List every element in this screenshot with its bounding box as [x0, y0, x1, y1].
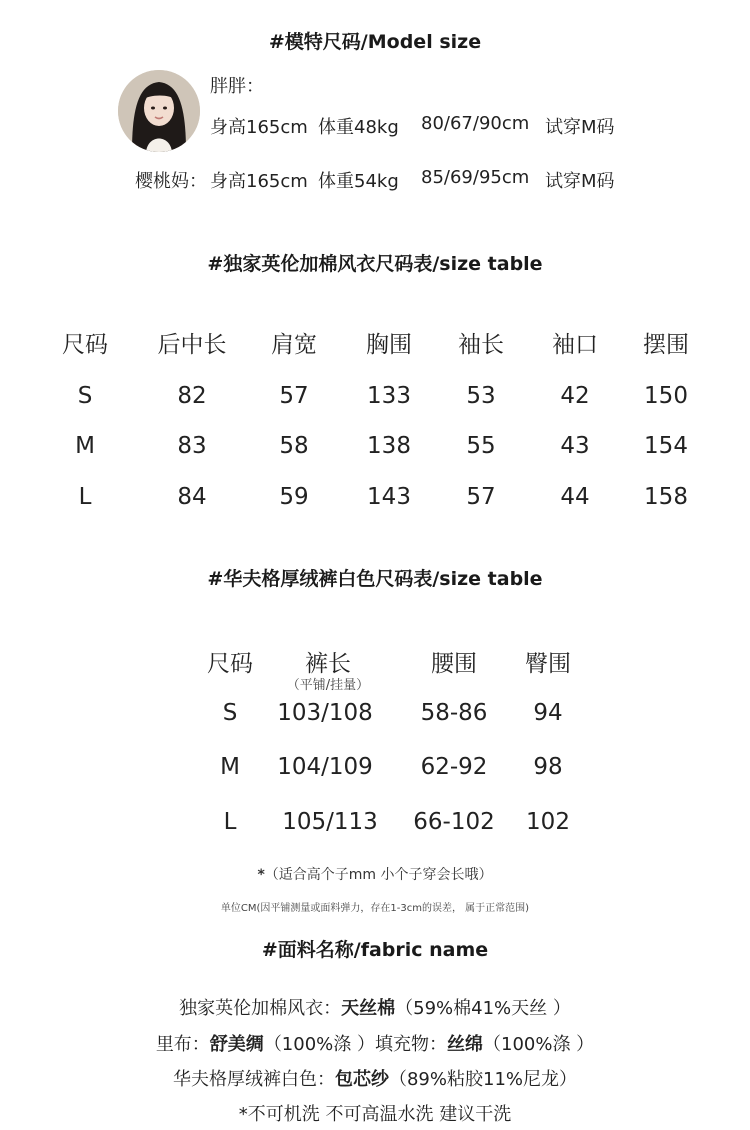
- coat-cell: S: [77, 383, 93, 409]
- pants-length-subheader: （平铺/挂量）: [286, 678, 370, 693]
- coat-cell: 44: [560, 484, 590, 510]
- pants-cell: S: [222, 700, 238, 726]
- coat-header-cell: 肩宽: [271, 332, 317, 358]
- pants-cell: 104/109: [277, 754, 373, 780]
- fabric-lining-material: 舒美绸: [209, 1034, 264, 1055]
- coat-cell: L: [78, 484, 92, 510]
- coat-header-cell: 后中长: [157, 332, 227, 358]
- model1-size: 试穿M码: [545, 117, 615, 138]
- fabric-coat-material: 天丝棉: [341, 998, 396, 1019]
- coat-cell: 154: [644, 433, 688, 459]
- fabric-line-coat: [0, 994, 750, 1020]
- model2-size: 试穿M码: [545, 171, 615, 192]
- fabric-pants-label: 华夫格厚绒裤白色：: [172, 1069, 335, 1090]
- coat-size-heading: #独家英伦加棉风衣尺码表/size table: [207, 253, 543, 275]
- model1-height: 身高165cm: [210, 117, 308, 138]
- coat-header-cell: 胸围: [366, 332, 412, 358]
- model-avatar: [118, 70, 200, 152]
- pants-cell: 94: [533, 700, 563, 726]
- pants-cell: 98: [533, 754, 563, 780]
- pants-cell: 58-86: [420, 700, 488, 726]
- pants-cell: 102: [526, 809, 570, 835]
- fabric-lining-label: 里布：: [155, 1034, 210, 1055]
- coat-cell: 43: [560, 433, 590, 459]
- coat-cell: 143: [367, 484, 411, 510]
- pants-cell: 62-92: [420, 754, 488, 780]
- pants-cell: 103/108: [277, 700, 373, 726]
- pants-header-cell: 腰围: [431, 651, 477, 677]
- fabric-filling-material: 丝绵: [447, 1034, 483, 1055]
- fabric-line-pants: [0, 1065, 750, 1091]
- pants-fit-note: [0, 864, 750, 884]
- pants-header-cell: 尺码: [207, 651, 253, 677]
- coat-cell: 158: [644, 484, 688, 510]
- care-instructions: *不可机洗 不可高温水洗 建议干洗: [238, 1104, 512, 1125]
- fabric-pants-material: 包芯纱: [334, 1069, 389, 1090]
- note-text: （适合高个子mm 小个子穿会长哦）: [264, 867, 493, 883]
- unit-note: 单位CM(因平铺测量或面料弹力，存在1-3cm的误差， 属于正常范围): [220, 903, 530, 914]
- fabric-lining-composition: （100%涤 ）填充物：: [263, 1034, 447, 1055]
- note-star: *: [257, 867, 265, 883]
- fabric-coat-label: 独家英伦加棉风衣：: [179, 998, 342, 1019]
- coat-cell: 57: [466, 484, 496, 510]
- model2-name: 樱桃妈：: [135, 171, 207, 192]
- fabric-line-lining: [0, 1030, 750, 1056]
- coat-cell: 42: [560, 383, 590, 409]
- coat-header-cell: 摆围: [643, 332, 689, 358]
- coat-cell: 55: [466, 433, 496, 459]
- pants-cell: 105/113: [282, 809, 378, 835]
- pants-header-cell: 臀围: [525, 651, 571, 677]
- coat-header-cell: 尺码: [62, 332, 108, 358]
- coat-cell: 82: [177, 383, 207, 409]
- coat-cell: 57: [279, 383, 309, 409]
- fabric-coat-composition: （59%棉41%天丝 ）: [395, 998, 571, 1019]
- coat-cell: 84: [177, 484, 207, 510]
- model-size-heading: #模特尺码/Model size: [268, 31, 482, 53]
- fabric-pants-composition: （89%粘胶11%尼龙）: [388, 1069, 577, 1090]
- coat-header-cell: 袖口: [552, 332, 598, 358]
- coat-cell: 53: [466, 383, 496, 409]
- coat-header-cell: 袖长: [458, 332, 504, 358]
- model2-height: 身高165cm: [210, 171, 308, 192]
- pants-cell: 66-102: [413, 809, 495, 835]
- coat-cell: 83: [177, 433, 207, 459]
- pants-cell: M: [220, 754, 240, 780]
- coat-cell: M: [75, 433, 95, 459]
- coat-cell: 58: [279, 433, 309, 459]
- coat-cell: 133: [367, 383, 411, 409]
- pants-cell: L: [223, 809, 237, 835]
- pants-header-cell: 裤长: [305, 651, 351, 677]
- coat-cell: 150: [644, 383, 688, 409]
- model1-name: 胖胖：: [210, 76, 264, 97]
- fabric-filling-composition: （100%涤 ）: [483, 1034, 595, 1055]
- model1-measurements: 80/67/90cm: [421, 113, 530, 134]
- coat-cell: 138: [367, 433, 411, 459]
- pants-size-heading: #华夫格厚绒裤白色尺码表/size table: [207, 568, 543, 590]
- coat-cell: 59: [279, 484, 309, 510]
- model2-weight: 体重54kg: [318, 171, 399, 192]
- model-photo-icon: [118, 70, 200, 152]
- fabric-heading: #面料名称/fabric name: [261, 939, 489, 961]
- model2-measurements: 85/69/95cm: [421, 167, 530, 188]
- model1-weight: 体重48kg: [318, 117, 399, 138]
